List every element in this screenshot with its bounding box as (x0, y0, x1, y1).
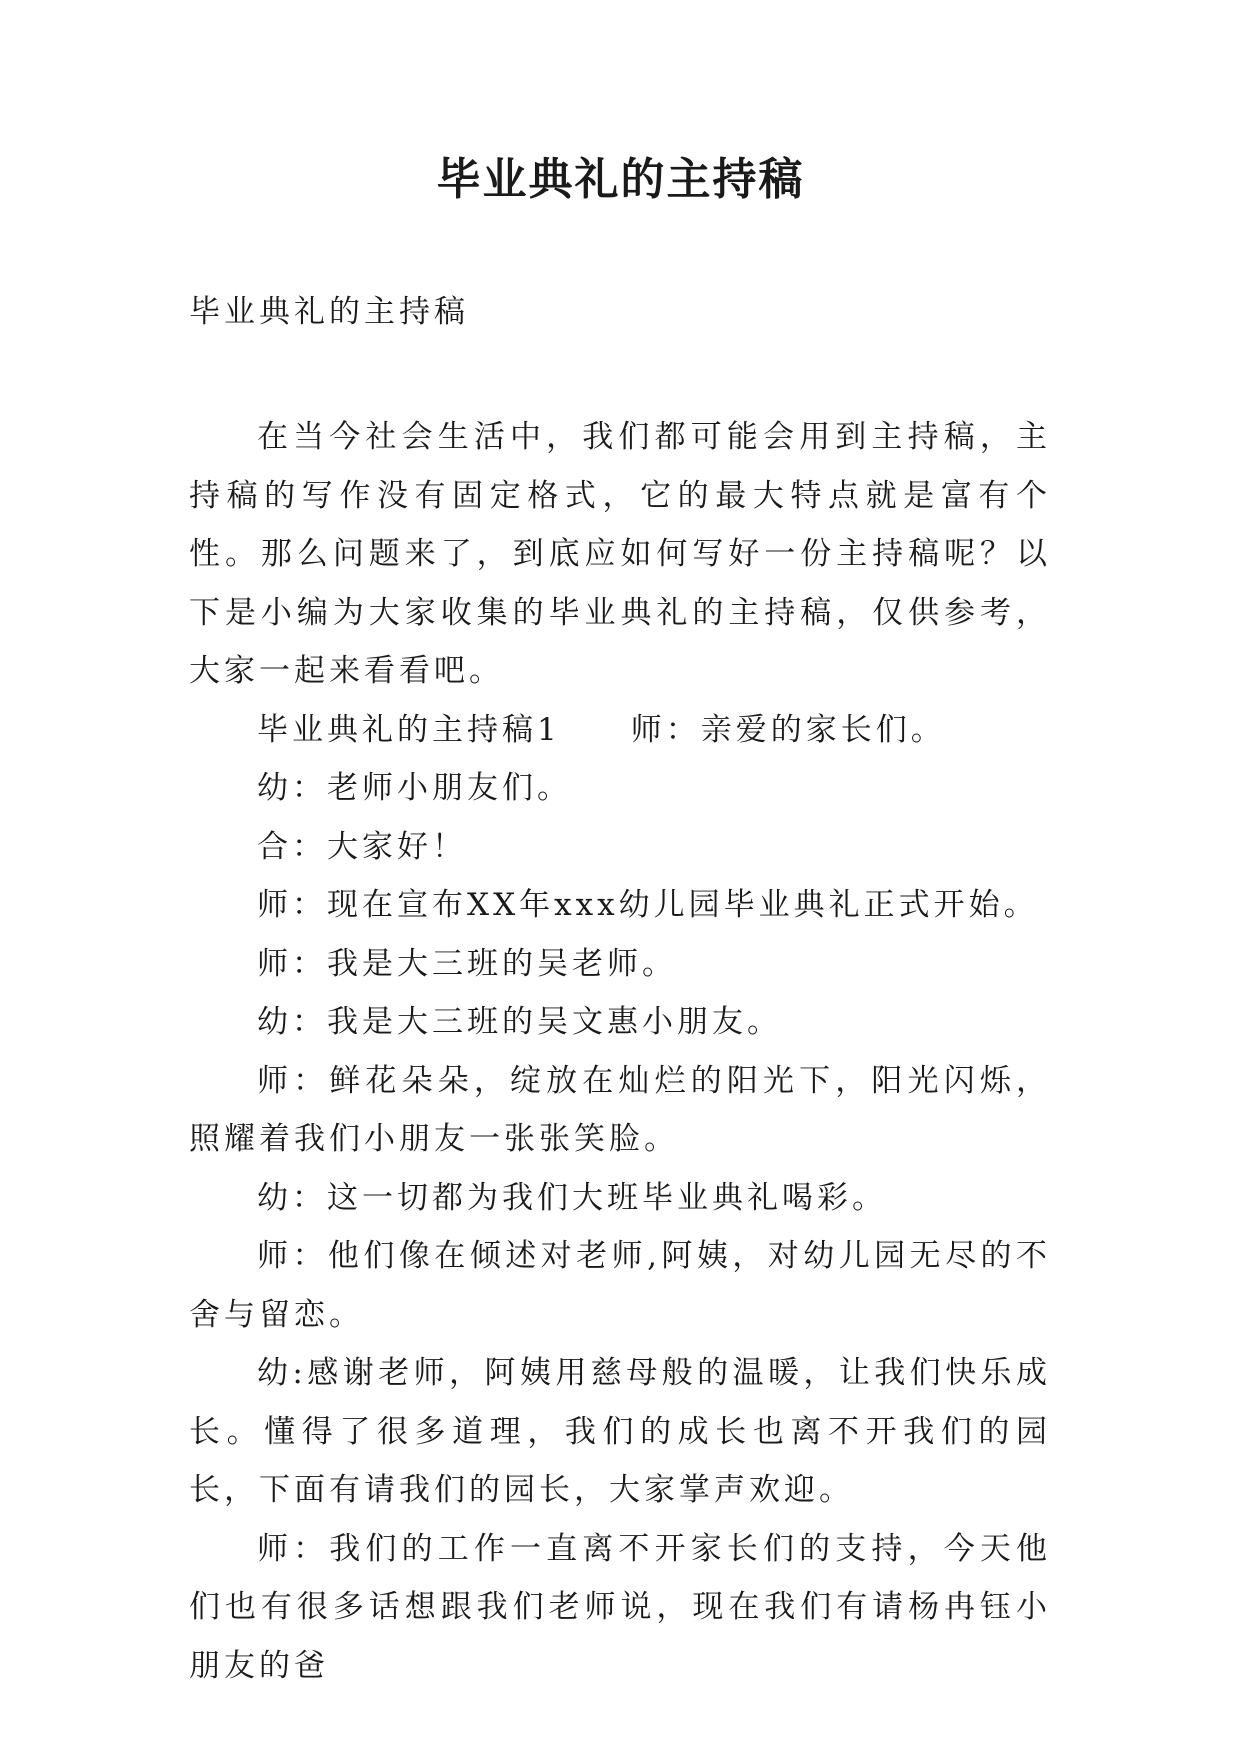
paragraph-dialogue: 幼：这一切都为我们大班毕业典礼喝彩。 (257, 1179, 887, 1216)
paragraph-dialogue: 师：他们像在倾述对老师,阿姨，对幼儿园无尽的不舍与留恋。 (189, 1238, 1051, 1333)
paragraph-dialogue: 师：我是大三班的吴老师。 (257, 945, 677, 982)
document-subtitle: 毕业典礼的主持稿 (189, 294, 469, 330)
paragraph-script-heading: 毕业典礼的主持稿1 师：亲爱的家长们。 (257, 711, 946, 748)
paragraph-dialogue: 幼：我是大三班的吴文惠小朋友。 (257, 1004, 782, 1040)
paragraph-dialogue: 师：鲜花朵朵，绽放在灿烂的阳光下，阳光闪烁，照耀着我们小朋友一张张笑脸。 (189, 1062, 1051, 1157)
paragraph-dialogue: 合：大家好！ (257, 828, 467, 865)
paragraph-dialogue: 师：我们的工作一直离不开家长们的支持，今天他们也有很多话想跟我们老师说，现在我们有请杨冉钰小朋友的爸 (189, 1530, 1051, 1684)
paragraph-intro: 在当今社会生活中，我们都可能会用到主持稿，主持稿的写作没有固定格式，它的最大特点就是富有个性。那么问题来了，到底应如何写好一份主持稿呢？以下是小编为大家收集的毕业典礼的主持稿，仅供参考，大家一起来看看吧。 (189, 419, 1051, 689)
paragraph-dialogue: 幼:感谢老师，阿姨用慈母般的温暖，让我们快乐成长。懂得了很多道理，我们的成长也离不开我们的园长，下面有请我们的园长，大家掌声欢迎。 (189, 1355, 1051, 1508)
paragraph-dialogue: 幼：老师小朋友们。 (257, 770, 572, 806)
document-title: 毕业典礼的主持稿 (436, 154, 805, 205)
paragraph-dialogue: 师：现在宣布XX年xxx幼儿园毕业典礼正式开始。 (257, 887, 1039, 923)
document-body (189, 408, 1051, 1695)
